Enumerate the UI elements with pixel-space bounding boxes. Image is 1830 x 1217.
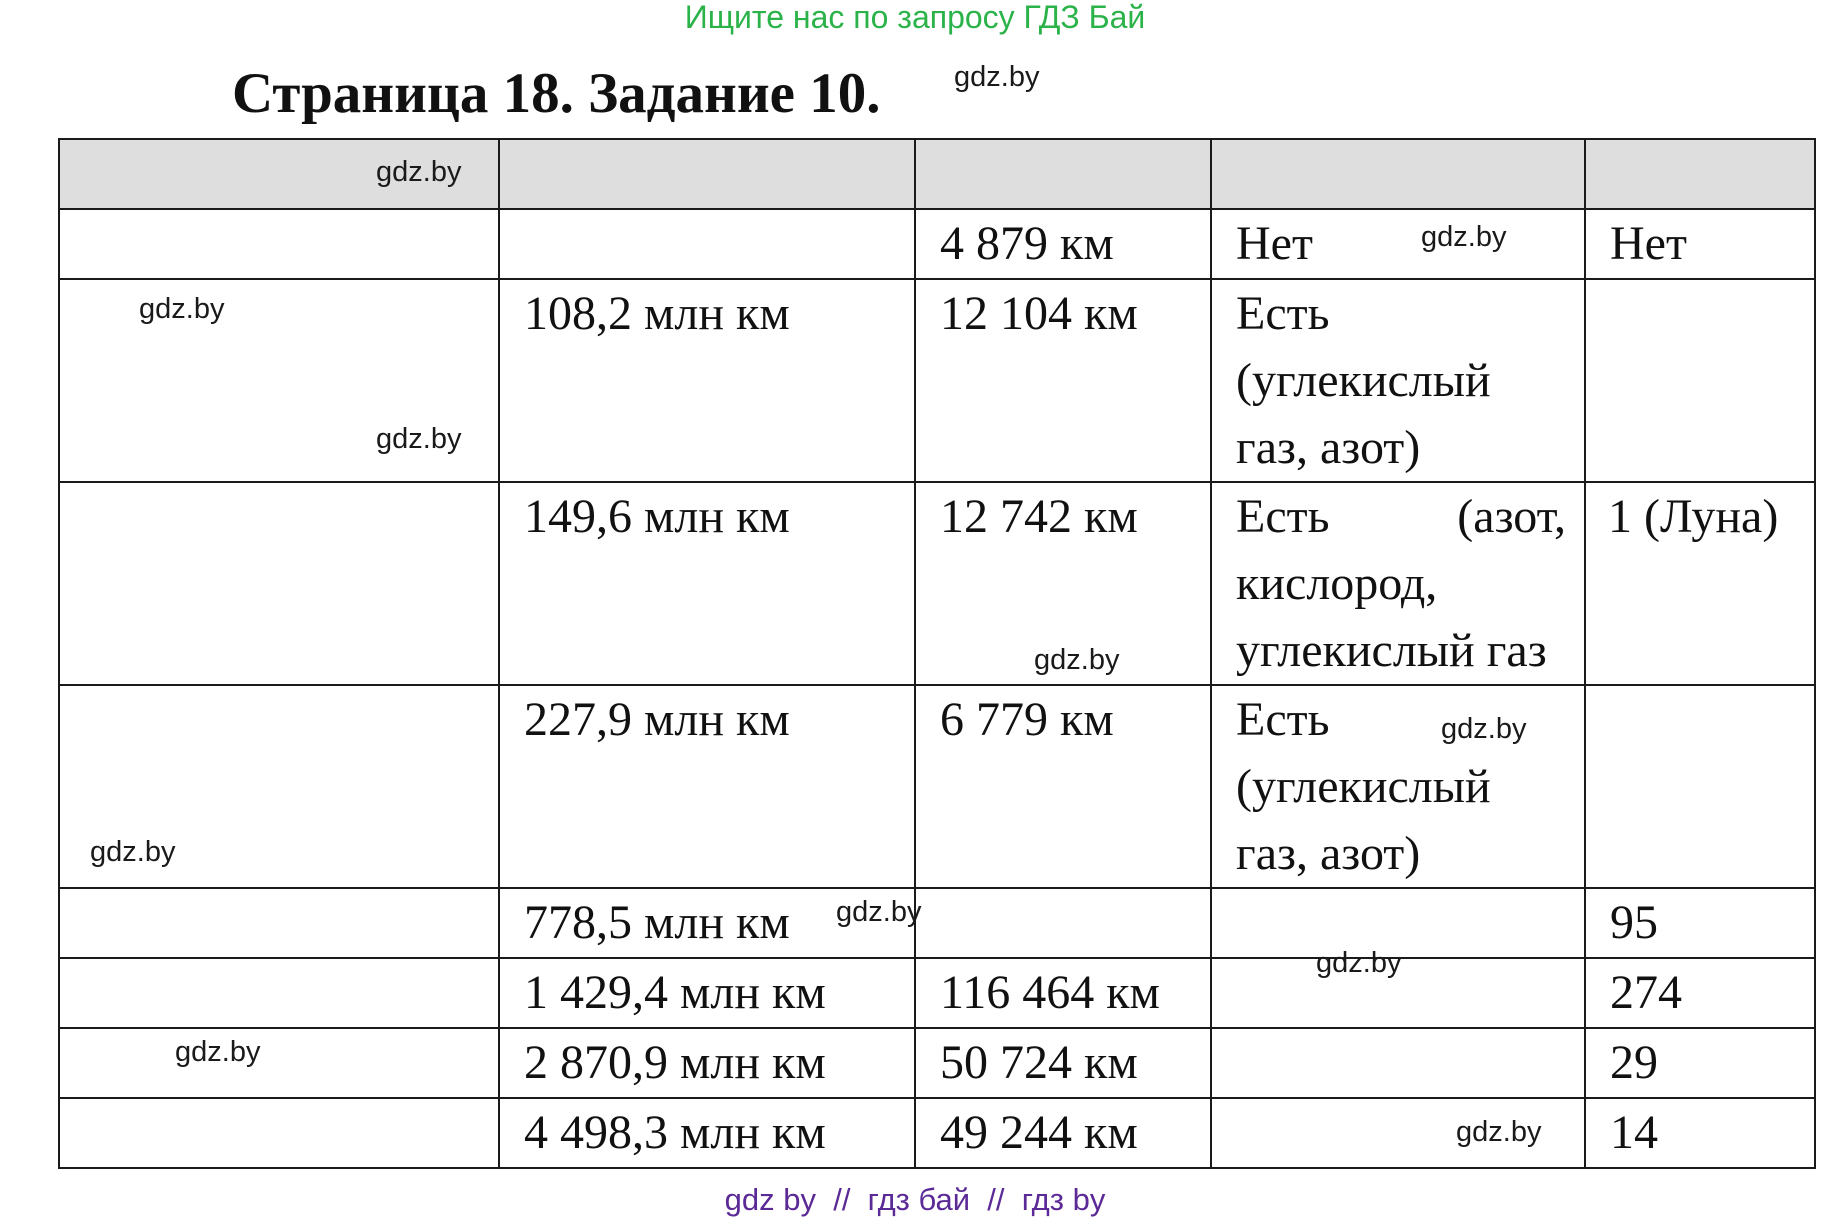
moons-value: 14 bbox=[1610, 1106, 1658, 1159]
distance-value: 4 498,3 млн км bbox=[524, 1106, 826, 1159]
table-header-row bbox=[59, 139, 1815, 209]
diameter-value: 12 104 км bbox=[940, 287, 1138, 340]
moons-value: 29 bbox=[1610, 1036, 1658, 1089]
table-cell bbox=[1211, 685, 1585, 888]
atmosphere-line: Нет bbox=[1236, 217, 1313, 270]
moons-value: 95 bbox=[1610, 896, 1658, 949]
table-row bbox=[59, 279, 1815, 482]
table-cell bbox=[499, 279, 915, 482]
watermark: gdz.by bbox=[376, 423, 462, 455]
table-cell bbox=[1211, 279, 1585, 482]
table-cell bbox=[1585, 209, 1815, 279]
header-cell bbox=[1585, 139, 1815, 209]
table-cell bbox=[59, 958, 499, 1028]
table-cell bbox=[915, 685, 1211, 888]
table-cell bbox=[915, 209, 1211, 279]
table-cell bbox=[499, 958, 915, 1028]
moons-value: Нет bbox=[1610, 217, 1687, 270]
table-row bbox=[59, 685, 1815, 888]
diameter-value: 49 244 км bbox=[940, 1106, 1138, 1159]
footer-links: gdz by // гдз бай // гдз by bbox=[724, 1182, 1106, 1217]
atmosphere-word: (азот, bbox=[1457, 490, 1566, 543]
table-cell bbox=[499, 482, 915, 685]
atmosphere-line: кислород, bbox=[1236, 557, 1438, 610]
table-row bbox=[59, 209, 1815, 279]
watermark: gdz.by bbox=[139, 293, 225, 325]
distance-value: 2 870,9 млн км bbox=[524, 1036, 826, 1089]
watermark: gdz.by bbox=[836, 896, 922, 928]
table-cell bbox=[59, 209, 499, 279]
table-cell bbox=[499, 1028, 915, 1098]
watermark: gdz.by bbox=[954, 61, 1040, 93]
atmosphere-line: Есть bbox=[1236, 287, 1330, 340]
search-banner: Ищите нас по запросу ГДЗ Бай bbox=[684, 0, 1146, 35]
atmosphere-line: газ, азот) bbox=[1236, 827, 1421, 880]
watermark: gdz.by bbox=[1034, 644, 1120, 676]
header-cell bbox=[915, 139, 1211, 209]
table-cell bbox=[915, 958, 1211, 1028]
table-cell bbox=[915, 1098, 1211, 1168]
table-cell bbox=[915, 1028, 1211, 1098]
table-cell bbox=[59, 888, 499, 958]
table-cell bbox=[1211, 482, 1585, 685]
distance-value: 108,2 млн км bbox=[524, 287, 790, 340]
atmosphere-line bbox=[1236, 483, 1566, 550]
atmosphere-word: Есть bbox=[1236, 490, 1330, 543]
atmosphere-line: углекислый газ bbox=[1236, 624, 1547, 677]
header-cell bbox=[499, 139, 915, 209]
atmosphere-line: (углекислый bbox=[1236, 354, 1491, 407]
diameter-value: 6 779 км bbox=[940, 693, 1114, 746]
watermark: gdz.by bbox=[175, 1036, 261, 1068]
watermark: gdz.by bbox=[1441, 713, 1527, 745]
table-row bbox=[59, 888, 1815, 958]
table-cell bbox=[59, 1098, 499, 1168]
distance-value: 227,9 млн км bbox=[524, 693, 790, 746]
watermark: gdz.by bbox=[90, 836, 176, 868]
moons-value: 1 (Луна) bbox=[1608, 490, 1779, 543]
table-cell bbox=[1585, 685, 1815, 888]
table-cell bbox=[1585, 482, 1815, 685]
diameter-value: 4 879 км bbox=[940, 217, 1114, 270]
diameter-value: 50 724 км bbox=[940, 1036, 1138, 1089]
table-cell bbox=[499, 685, 915, 888]
watermark: gdz.by bbox=[376, 156, 462, 188]
diameter-value: 116 464 км bbox=[940, 966, 1160, 1019]
table-row bbox=[59, 1028, 1815, 1098]
table-row bbox=[59, 958, 1815, 1028]
table-cell bbox=[1211, 209, 1585, 279]
table-cell bbox=[499, 1098, 915, 1168]
table-cell bbox=[59, 1028, 499, 1098]
page-title: Страница 18. Задание 10. bbox=[232, 62, 881, 125]
table-cell bbox=[1211, 1028, 1585, 1098]
atmosphere-line: газ, азот) bbox=[1236, 421, 1421, 474]
atmosphere-line: (углекислый bbox=[1236, 760, 1491, 813]
distance-value: 149,6 млн км bbox=[524, 490, 790, 543]
table-cell bbox=[59, 482, 499, 685]
planet-table bbox=[58, 138, 1816, 1169]
table-row bbox=[59, 482, 1815, 685]
watermark: gdz.by bbox=[1316, 947, 1402, 979]
table-cell bbox=[915, 279, 1211, 482]
atmosphere-line: Есть bbox=[1236, 693, 1330, 746]
table-cell bbox=[1585, 279, 1815, 482]
watermark: gdz.by bbox=[1456, 1116, 1542, 1148]
table-cell bbox=[499, 209, 915, 279]
table-cell bbox=[1585, 958, 1815, 1028]
table-cell bbox=[1585, 1028, 1815, 1098]
diameter-value: 12 742 км bbox=[940, 490, 1138, 543]
watermark: gdz.by bbox=[1421, 221, 1507, 253]
moons-value: 274 bbox=[1610, 966, 1682, 1019]
table-row bbox=[59, 1098, 1815, 1168]
table-cell bbox=[915, 888, 1211, 958]
distance-value: 778,5 млн км bbox=[524, 896, 790, 949]
table-cell bbox=[1585, 888, 1815, 958]
header-cell bbox=[1211, 139, 1585, 209]
distance-value: 1 429,4 млн км bbox=[524, 966, 826, 1019]
table-cell bbox=[1585, 1098, 1815, 1168]
